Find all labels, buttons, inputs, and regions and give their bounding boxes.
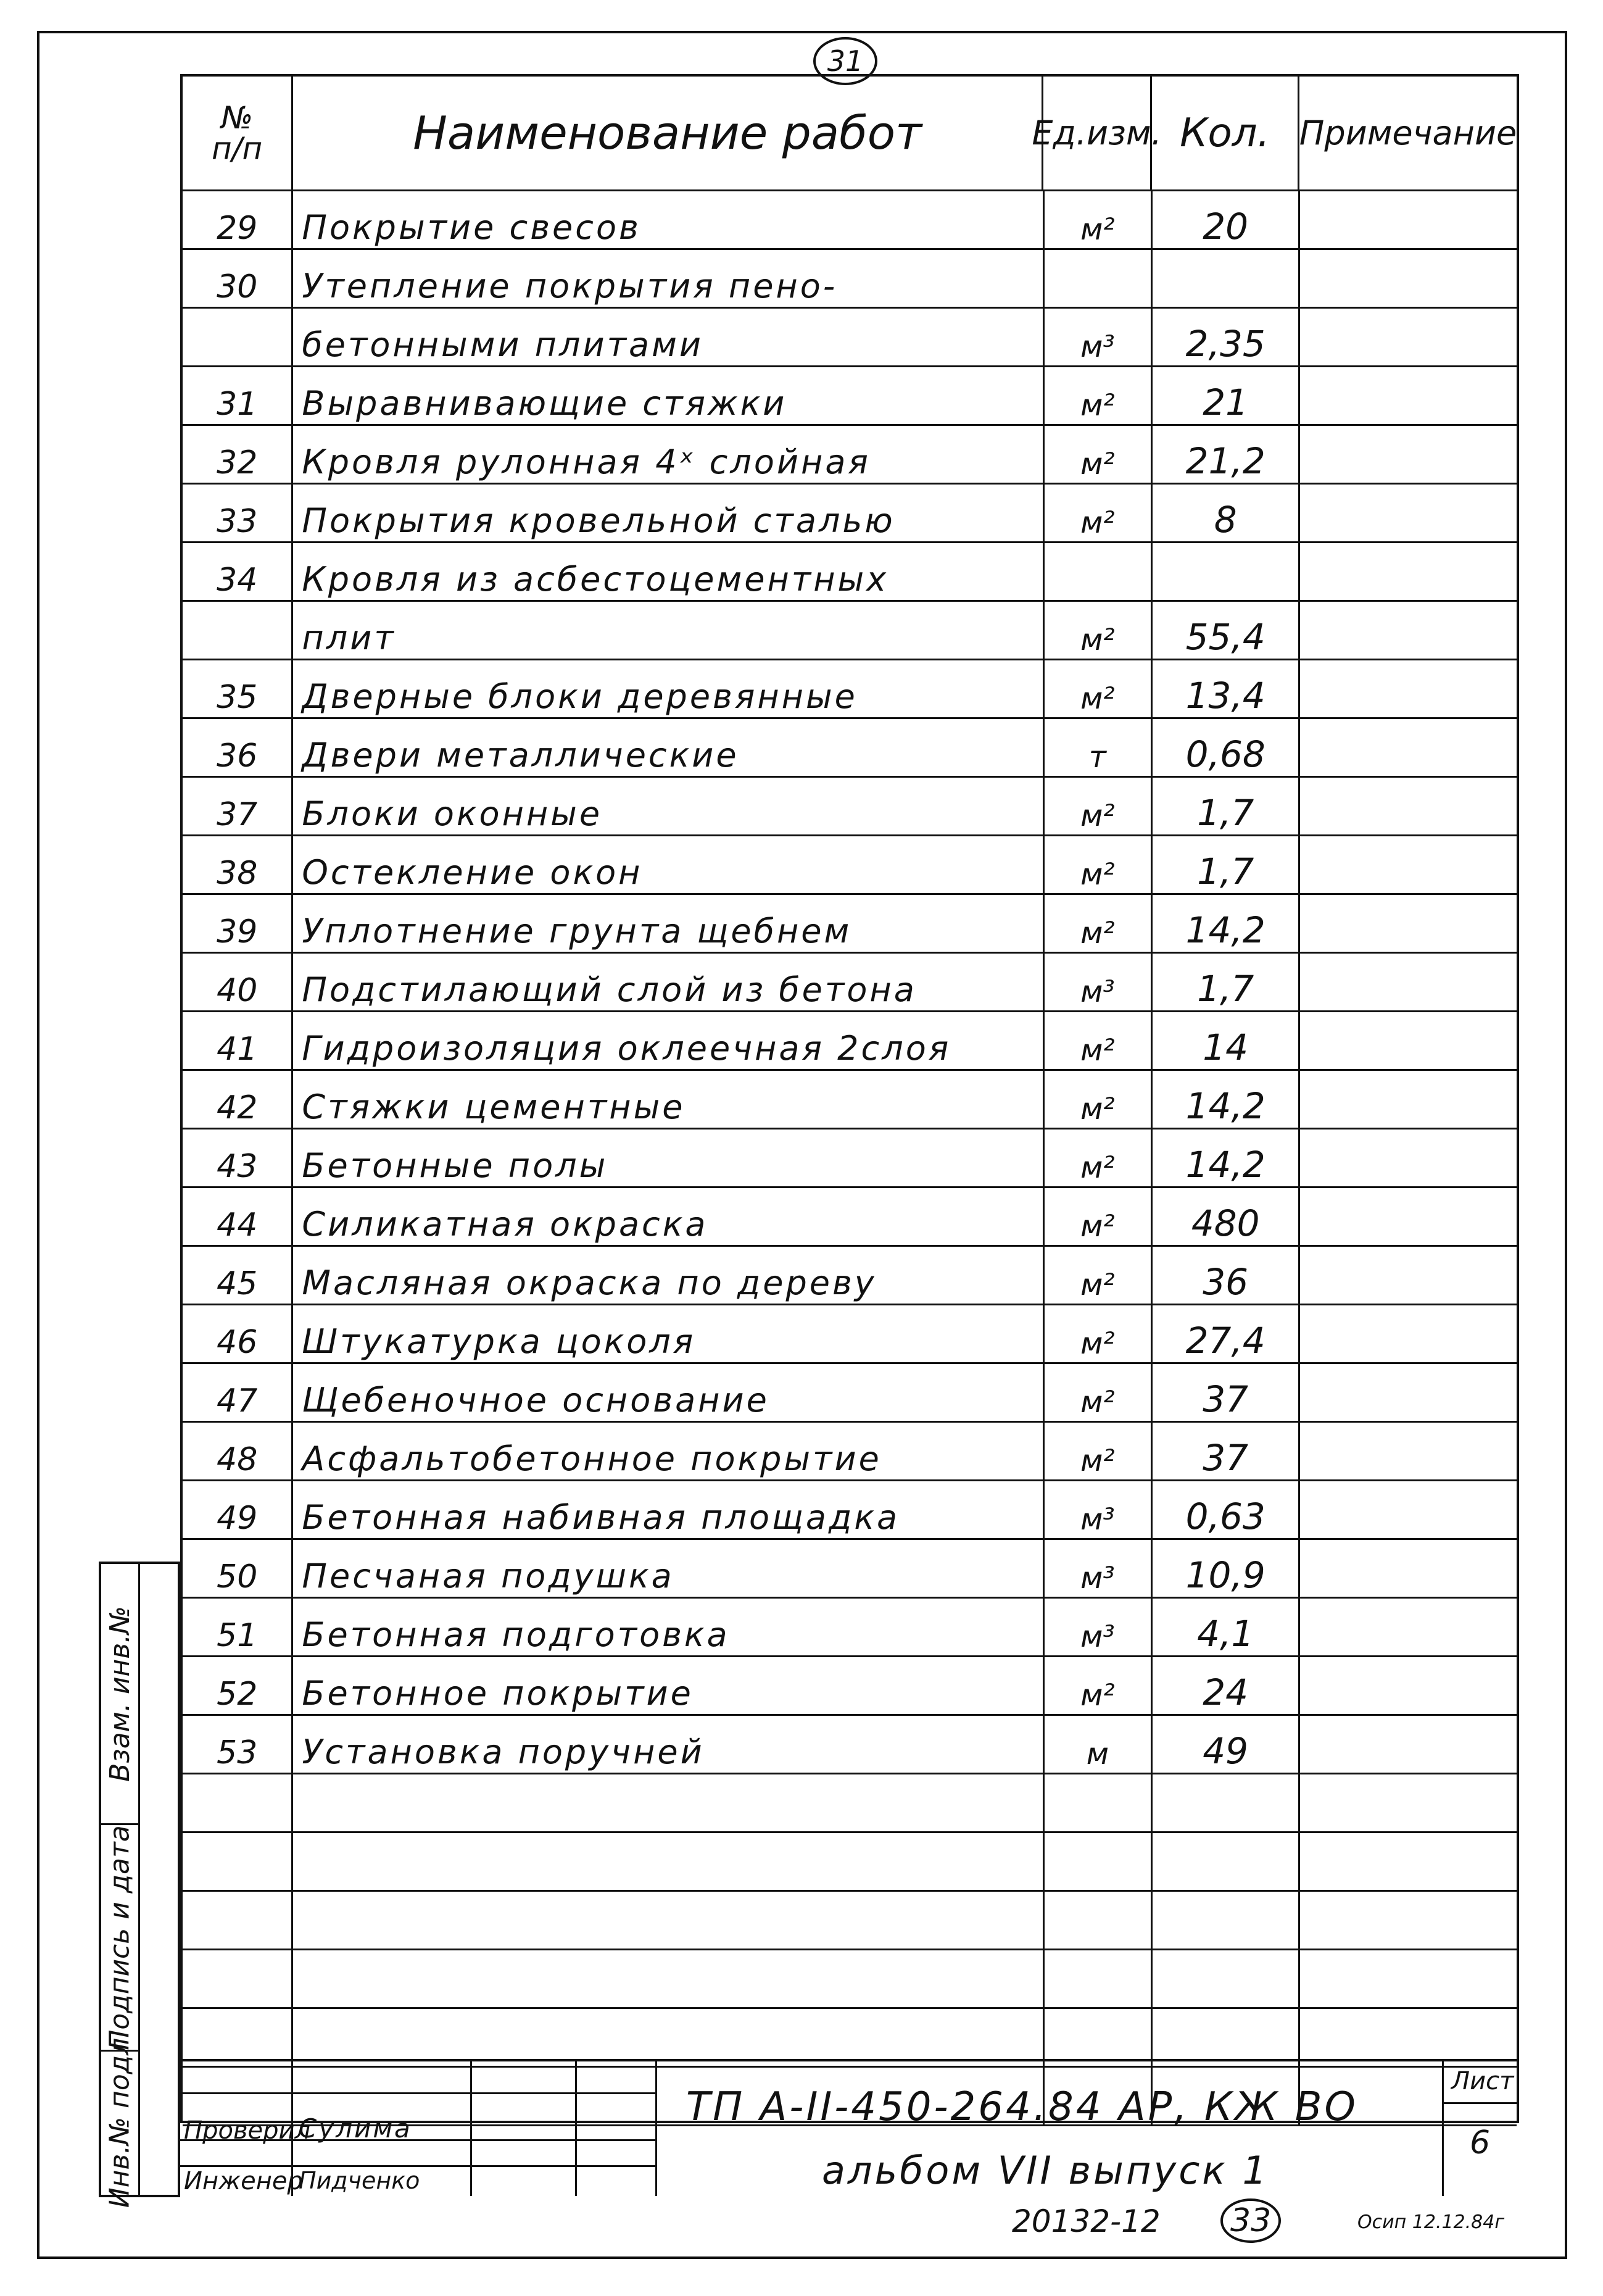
row-quantity: 1,7 (1153, 778, 1300, 834)
footer-note: Осип 12.12.84г (1357, 2211, 1505, 2233)
row-quantity: 49 (1153, 1716, 1300, 1773)
row-quantity: 1,7 (1153, 836, 1300, 893)
row-unit (1045, 1892, 1153, 1949)
row-quantity: 480 (1153, 1188, 1300, 1245)
footer-order-number: 20132-12 (1012, 2203, 1161, 2239)
side-label-signature-text: Подпись и дата (104, 1824, 136, 2050)
table-row (183, 778, 1517, 836)
row-unit: м² (1045, 895, 1153, 952)
row-number: 32 (183, 426, 293, 483)
row-unit: м² (1045, 660, 1153, 717)
table-row (183, 836, 1517, 895)
row-unit: м² (1045, 778, 1153, 834)
stamp-project-code: ТП А-II-450-264.84 АР, КЖ ВО (686, 2084, 1358, 2130)
table-row (183, 1188, 1517, 1247)
sheet-mark-number: 31 (827, 44, 864, 78)
row-quantity: 0,68 (1153, 719, 1300, 776)
row-quantity: 55,4 (1153, 602, 1300, 659)
row-name: Песчаная подушка (293, 1540, 1044, 1597)
header-number-line1: № (221, 99, 254, 136)
row-number: 38 (183, 836, 293, 893)
side-label-replace-text: Взам. инв.№ (104, 1605, 136, 1782)
row-note (1300, 1247, 1517, 1304)
row-name: Выравнивающие стяжки (293, 367, 1044, 424)
title-block (180, 2059, 1519, 2196)
table-row (183, 1774, 1517, 1833)
table-row (183, 1129, 1517, 1188)
row-name: Покрытие свесов (293, 191, 1044, 248)
row-number: 37 (183, 778, 293, 834)
row-quantity: 24 (1153, 1657, 1300, 1714)
row-note (1300, 543, 1517, 600)
row-number (183, 1774, 293, 1831)
row-unit: м² (1045, 1423, 1153, 1479)
row-number: 30 (183, 250, 293, 307)
row-number: 46 (183, 1305, 293, 1362)
table-header (183, 77, 1517, 191)
row-unit: м² (1045, 191, 1153, 248)
row-note (1300, 309, 1517, 365)
table-row (183, 1247, 1517, 1305)
row-note (1300, 1833, 1517, 1890)
row-quantity: 37 (1153, 1364, 1300, 1421)
stamp-sheet-number: 6 (1470, 2124, 1491, 2161)
table-row (183, 1540, 1517, 1599)
row-note (1300, 778, 1517, 834)
row-number (183, 1833, 293, 1890)
row-number: 29 (183, 191, 293, 248)
row-quantity (1153, 1774, 1300, 1831)
row-number: 53 (183, 1716, 293, 1773)
row-quantity (1153, 1833, 1300, 1890)
row-quantity: 21 (1153, 367, 1300, 424)
title-block-top-line (180, 2059, 1519, 2061)
row-number (183, 1892, 293, 1949)
row-number (183, 602, 293, 659)
row-unit: т (1045, 719, 1153, 776)
table-row (183, 1892, 1517, 1950)
row-name (293, 2009, 1044, 2066)
row-unit: м² (1045, 1071, 1153, 1128)
row-note (1300, 602, 1517, 659)
row-name (293, 1892, 1044, 1949)
title-block-sheet-line (1442, 2102, 1519, 2104)
footer-page-number: 33 (1220, 2198, 1281, 2243)
row-unit: м³ (1045, 1540, 1153, 1597)
stamp-album: альбом VII выпуск 1 (822, 2148, 1269, 2193)
table-row (183, 954, 1517, 1012)
row-quantity: 37 (1153, 1423, 1300, 1479)
row-unit: м (1045, 1716, 1153, 1773)
row-note (1300, 1423, 1517, 1479)
row-quantity (1153, 1892, 1300, 1949)
row-note (1300, 1950, 1517, 2007)
row-note (1300, 1716, 1517, 1773)
table-row (183, 895, 1517, 954)
header-unit: Ед.изм. (1043, 77, 1152, 189)
row-unit (1045, 1774, 1153, 1831)
row-unit: м² (1045, 426, 1153, 483)
row-quantity: 13,4 (1153, 660, 1300, 717)
table-row (183, 1481, 1517, 1540)
row-unit: м² (1045, 1188, 1153, 1245)
table-row (183, 485, 1517, 543)
row-note (1300, 1012, 1517, 1069)
row-quantity: 2,35 (1153, 309, 1300, 365)
header-number-line2: п/п (212, 130, 263, 167)
row-name: Подстилающий слой из бетона (293, 954, 1044, 1010)
row-number (183, 309, 293, 365)
table-row (183, 250, 1517, 309)
row-note (1300, 836, 1517, 893)
title-block-col-4 (655, 2059, 657, 2196)
side-stamp-strip (99, 1562, 180, 2208)
row-quantity: 36 (1153, 1247, 1300, 1304)
row-quantity: 14,2 (1153, 1129, 1300, 1186)
side-label-replace (101, 1564, 138, 1823)
row-unit (1045, 1950, 1153, 2007)
row-quantity: 14 (1153, 1012, 1300, 1069)
row-quantity: 10,9 (1153, 1540, 1300, 1597)
table-row (183, 191, 1517, 250)
table-row (183, 426, 1517, 485)
row-quantity (1153, 543, 1300, 600)
row-note (1300, 1774, 1517, 1831)
stamp-name-engineer: Пидченко (299, 2167, 420, 2194)
row-unit (1045, 1833, 1153, 1890)
row-unit: м² (1045, 836, 1153, 893)
row-name: Силикатная окраска (293, 1188, 1044, 1245)
row-note (1300, 1364, 1517, 1421)
table-row (183, 1950, 1517, 2009)
table-row (183, 1012, 1517, 1071)
row-note (1300, 1071, 1517, 1128)
row-unit: м² (1045, 367, 1153, 424)
header-quantity: Кол. (1152, 77, 1299, 189)
row-note (1300, 1599, 1517, 1655)
row-name: Двери металлические (293, 719, 1044, 776)
row-number: 47 (183, 1364, 293, 1421)
row-note (1300, 485, 1517, 541)
row-name: Покрытия кровельной сталью (293, 485, 1044, 541)
row-name: плит (293, 602, 1044, 659)
row-quantity: 20 (1153, 191, 1300, 248)
table-row (183, 719, 1517, 778)
row-name: Кровля из асбестоцементных (293, 543, 1044, 600)
side-label-inv-text: Инв.№ подл (104, 2037, 136, 2208)
row-number: 39 (183, 895, 293, 952)
stamp-sheet-label: Лист (1451, 2067, 1514, 2095)
row-number: 31 (183, 367, 293, 424)
header-number (183, 77, 293, 189)
row-name: Бетонная подготовка (293, 1599, 1044, 1655)
row-number: 34 (183, 543, 293, 600)
row-name: Утепление покрытия пено- (293, 250, 1044, 307)
row-unit: м² (1045, 1247, 1153, 1304)
row-name (293, 1774, 1044, 1831)
row-quantity (1153, 2009, 1300, 2066)
stamp-role-engineer: Инженер (184, 2167, 303, 2195)
row-name: Блоки оконные (293, 778, 1044, 834)
row-number: 45 (183, 1247, 293, 1304)
row-quantity: 8 (1153, 485, 1300, 541)
row-name: Бетонная набивная площадка (293, 1481, 1044, 1538)
row-name: Щебеночное основание (293, 1364, 1044, 1421)
row-name (293, 1833, 1044, 1890)
row-name: Кровля рулонная 4ˣ слойная (293, 426, 1044, 483)
header-note: Примечание (1299, 113, 1517, 152)
table-row (183, 1833, 1517, 1892)
row-note (1300, 367, 1517, 424)
row-number: 51 (183, 1599, 293, 1655)
row-unit: м³ (1045, 954, 1153, 1010)
row-name: Остекление окон (293, 836, 1044, 893)
row-note (1300, 1540, 1517, 1597)
row-quantity: 1,7 (1153, 954, 1300, 1010)
row-unit: м² (1045, 1657, 1153, 1714)
row-name: Установка поручней (293, 1716, 1044, 1773)
row-unit: м³ (1045, 1481, 1153, 1538)
row-unit: м³ (1045, 1599, 1153, 1655)
table-row (183, 602, 1517, 660)
row-note (1300, 1892, 1517, 1949)
row-quantity: 4,1 (1153, 1599, 1300, 1655)
row-unit: м² (1045, 1305, 1153, 1362)
side-label-signature (101, 1823, 138, 2052)
row-note (1300, 1481, 1517, 1538)
row-number: 40 (183, 954, 293, 1010)
row-number: 43 (183, 1129, 293, 1186)
table-row (183, 1657, 1517, 1716)
row-name: Дверные блоки деревянные (293, 660, 1044, 717)
row-name: бетонными плитами (293, 309, 1044, 365)
table-row (183, 1364, 1517, 1423)
row-note (1300, 191, 1517, 248)
table-row (183, 1305, 1517, 1364)
table-row (183, 543, 1517, 602)
title-block-col-sheet (1442, 2059, 1444, 2196)
row-unit: м² (1045, 602, 1153, 659)
row-number: 44 (183, 1188, 293, 1245)
row-number (183, 2009, 293, 2066)
row-note (1300, 250, 1517, 307)
title-block-row-line-1 (180, 2092, 655, 2094)
row-unit (1045, 2009, 1153, 2066)
stamp-role-checked: Проверил (184, 2116, 311, 2145)
row-quantity: 21,2 (1153, 426, 1300, 483)
row-number: 48 (183, 1423, 293, 1479)
row-number: 50 (183, 1540, 293, 1597)
stamp-name-checked: Сулима (299, 2113, 412, 2144)
row-note (1300, 660, 1517, 717)
row-number: 35 (183, 660, 293, 717)
side-strip-divider (138, 1564, 140, 2197)
row-note (1300, 426, 1517, 483)
header-name: Наименование работ (293, 77, 1043, 189)
row-unit: м² (1045, 485, 1153, 541)
row-unit: м² (1045, 1129, 1153, 1186)
title-block-col-2 (470, 2059, 472, 2196)
table-row (183, 1071, 1517, 1129)
row-number: 36 (183, 719, 293, 776)
row-quantity (1153, 1950, 1300, 2007)
row-unit (1045, 543, 1153, 600)
side-label-inv (101, 2037, 138, 2208)
row-unit: м³ (1045, 309, 1153, 365)
row-note (1300, 895, 1517, 952)
row-quantity: 0,63 (1153, 1481, 1300, 1538)
row-name: Масляная окраска по дереву (293, 1247, 1044, 1304)
row-quantity: 14,2 (1153, 1071, 1300, 1128)
table-row (183, 1599, 1517, 1657)
row-note (1300, 954, 1517, 1010)
row-name: Гидроизоляция оклеечная 2слоя (293, 1012, 1044, 1069)
table-row (183, 660, 1517, 719)
works-table (180, 74, 1519, 2123)
row-name (293, 1950, 1044, 2007)
row-note (1300, 719, 1517, 776)
row-unit: м² (1045, 1364, 1153, 1421)
row-note (1300, 1657, 1517, 1714)
row-note (1300, 1129, 1517, 1186)
table-row (183, 309, 1517, 367)
row-name: Стяжки цементные (293, 1071, 1044, 1128)
row-number: 42 (183, 1071, 293, 1128)
row-note (1300, 1305, 1517, 1362)
table-row (183, 1423, 1517, 1481)
row-number: 52 (183, 1657, 293, 1714)
row-number: 49 (183, 1481, 293, 1538)
row-quantity: 14,2 (1153, 895, 1300, 952)
row-quantity: 27,4 (1153, 1305, 1300, 1362)
row-name: Асфальтобетонное покрытие (293, 1423, 1044, 1479)
row-unit (1045, 250, 1153, 307)
row-number (183, 1950, 293, 2007)
row-number: 41 (183, 1012, 293, 1069)
row-note (1300, 1188, 1517, 1245)
row-name: Бетонное покрытие (293, 1657, 1044, 1714)
row-name: Бетонные полы (293, 1129, 1044, 1186)
row-name: Штукатурка цоколя (293, 1305, 1044, 1362)
title-block-col-3 (575, 2059, 577, 2196)
row-unit: м² (1045, 1012, 1153, 1069)
table-row (183, 367, 1517, 426)
row-name: Уплотнение грунта щебнем (293, 895, 1044, 952)
table-row (183, 1716, 1517, 1774)
row-number: 33 (183, 485, 293, 541)
row-note (1300, 2009, 1517, 2066)
row-quantity (1153, 250, 1300, 307)
